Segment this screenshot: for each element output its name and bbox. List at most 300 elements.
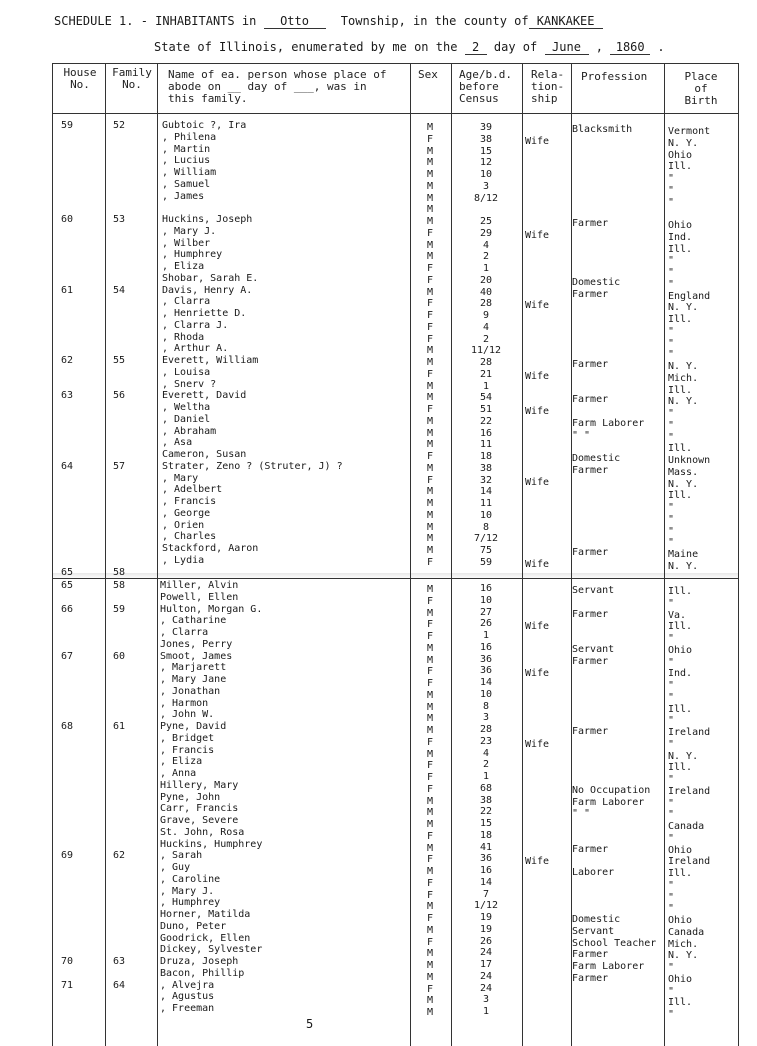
profession-cell xyxy=(572,996,664,1008)
relationship-cell xyxy=(525,903,569,915)
name-cell: , Humphrey xyxy=(160,897,221,909)
age-cell: 16 xyxy=(479,427,493,439)
relationship-cell xyxy=(525,465,569,477)
house-no-cell xyxy=(54,1003,80,1015)
sex-cell: M xyxy=(426,498,434,509)
house-no-cell xyxy=(54,449,80,461)
relationship-cell xyxy=(525,727,569,739)
age-cell: 36 xyxy=(479,653,493,665)
name-cell: , James xyxy=(162,190,205,202)
sex-cell: F xyxy=(426,227,434,239)
name-cell: , Clarra xyxy=(160,627,209,638)
sex-cell: F xyxy=(426,772,434,783)
sex-cell: F xyxy=(426,913,434,924)
birthplace-cell: Ill. xyxy=(668,868,693,879)
birthplace-column-1 xyxy=(668,126,736,573)
age-cell: 22 xyxy=(479,415,493,427)
age-cell: 39 xyxy=(479,122,493,133)
relationship-cell xyxy=(525,715,569,727)
family-no-cell xyxy=(106,768,132,780)
sex-cell: M xyxy=(426,180,434,192)
sex-cell: M xyxy=(426,380,434,392)
family-no-cell: 55 xyxy=(112,355,126,366)
sex-cell: M xyxy=(426,842,434,854)
profession-cell xyxy=(572,441,664,453)
name-cell: , Catharine xyxy=(160,615,227,627)
profession-cell xyxy=(572,159,664,171)
profession-cell: Blacksmith xyxy=(572,124,633,135)
sex-cell: M xyxy=(426,1007,434,1018)
house-no-cell xyxy=(54,402,80,414)
birthplace-cell: N. Y. xyxy=(668,302,699,314)
profession-cell xyxy=(572,242,664,254)
col-header-family: Family No. xyxy=(112,66,152,91)
relationship-cell xyxy=(525,430,569,442)
relationship-cell xyxy=(525,312,569,324)
age-cell: 41 xyxy=(479,841,493,853)
col-header-relationship: Rela- tion- ship xyxy=(531,68,565,105)
name-cell: , Agustus xyxy=(160,991,215,1003)
name-cell: Everett, William xyxy=(162,355,259,366)
name-cell: , Mary J. xyxy=(162,225,217,237)
family-no-cell xyxy=(106,909,132,921)
age-cell: 14 xyxy=(479,876,493,888)
profession-cell xyxy=(572,891,664,903)
name-cell: Duno, Peter xyxy=(160,920,227,932)
relationship-cell xyxy=(525,774,569,786)
sex-cell: F xyxy=(426,889,434,901)
sex-cell: M xyxy=(426,866,434,877)
sex-cell: F xyxy=(426,263,434,274)
age-cell: 14 xyxy=(479,486,493,498)
sex-cell: F xyxy=(426,983,434,995)
name-cell: , Charles xyxy=(162,531,217,543)
relationship-cell xyxy=(525,159,569,171)
family-no-cell xyxy=(106,803,132,815)
name-cell: Pyne, David xyxy=(160,721,227,732)
family-no-cell xyxy=(106,756,132,768)
sex-cell: F xyxy=(426,368,434,380)
age-cell: 29 xyxy=(479,227,493,239)
relationship-cell xyxy=(525,833,569,845)
profession-cell xyxy=(572,667,664,679)
name-cell: , Clarra xyxy=(162,296,211,308)
relationship-cell xyxy=(525,657,569,669)
sex-cell: M xyxy=(426,971,434,983)
family-no-cell xyxy=(106,592,132,604)
house-no-column-2 xyxy=(54,580,80,1015)
family-no-cell xyxy=(106,639,132,651)
age-cell: 1 xyxy=(482,630,490,641)
birthplace-cell: " xyxy=(668,832,675,844)
age-cell: 23 xyxy=(479,735,493,747)
age-cell: 11 xyxy=(479,498,493,509)
age-cell: 40 xyxy=(479,286,493,298)
sex-cell: M xyxy=(426,924,434,936)
sex-cell: M xyxy=(426,819,434,830)
family-no-cell xyxy=(106,897,132,909)
family-no-cell xyxy=(106,155,132,167)
name-cell: , Mary Jane xyxy=(160,674,227,685)
house-no-cell: 70 xyxy=(60,956,74,967)
house-no-cell xyxy=(54,367,80,379)
house-no-cell xyxy=(54,756,80,768)
house-no-cell: 69 xyxy=(60,850,74,862)
name-cell: , Eliza xyxy=(160,756,203,768)
sex-cell: F xyxy=(426,298,434,310)
sex-cell: F xyxy=(426,854,434,866)
relationship-cell xyxy=(525,586,569,598)
relationship-cell xyxy=(525,418,569,430)
house-no-cell: 65 xyxy=(60,566,74,578)
name-cell: Horner, Matilda xyxy=(160,909,251,920)
name-cell: , Anna xyxy=(160,768,197,779)
birthplace-cell: Ohio xyxy=(668,149,693,161)
relationship-cell xyxy=(525,547,569,559)
age-cell: 59 xyxy=(479,556,493,568)
name-cell: Davis, Henry A. xyxy=(162,284,253,296)
house-no-column-1 xyxy=(54,120,80,590)
family-no-cell xyxy=(106,226,132,238)
birthplace-cell: " xyxy=(668,879,675,891)
age-cell xyxy=(456,204,516,216)
profession-cell xyxy=(572,183,664,195)
profession-cell: Farmer xyxy=(572,972,609,984)
sex-cell: F xyxy=(426,619,434,631)
birthplace-cell: " xyxy=(668,196,675,208)
relationship-cell xyxy=(525,892,569,904)
house-no-cell: 66 xyxy=(60,603,74,615)
birthplace-cell: Ireland xyxy=(668,785,711,797)
age-cell: 15 xyxy=(479,145,493,157)
profession-cell xyxy=(572,902,664,914)
birthplace-cell: Mich. xyxy=(668,372,699,384)
relationship-cell xyxy=(525,915,569,927)
house-no-cell: 65 xyxy=(60,580,74,591)
family-no-cell xyxy=(106,179,132,191)
profession-cell: Domestic xyxy=(572,453,621,464)
profession-cell: Farmer xyxy=(572,949,609,961)
birthplace-cell xyxy=(668,208,736,220)
age-cell: 28 xyxy=(479,724,493,735)
relationship-cell xyxy=(525,692,569,704)
birthplace-cell: " xyxy=(668,349,675,361)
name-cell: Huckins, Joseph xyxy=(162,214,253,225)
sex-column-2 xyxy=(412,584,448,1019)
house-no-cell xyxy=(54,426,80,438)
birthplace-cell: " xyxy=(668,525,675,537)
sex-cell: M xyxy=(426,689,434,701)
relationship-cell xyxy=(525,488,569,500)
profession-cell xyxy=(572,312,664,324)
family-no-cell xyxy=(106,944,132,956)
age-cell: 3 xyxy=(482,180,490,192)
relationship-cell xyxy=(525,950,569,962)
house-no-cell xyxy=(54,320,80,332)
sex-cell: M xyxy=(426,901,434,913)
birthplace-cell: England xyxy=(668,290,711,302)
sex-cell: M xyxy=(426,545,434,556)
family-no-cell xyxy=(106,191,132,203)
name-cell xyxy=(162,202,410,214)
house-no-cell xyxy=(54,592,80,604)
house-no-cell xyxy=(54,639,80,651)
age-cell: 38 xyxy=(479,133,493,145)
age-cell: 1 xyxy=(482,263,490,274)
sex-cell: M xyxy=(426,509,434,521)
relationship-cell xyxy=(525,500,569,512)
name-cell: , Rhoda xyxy=(162,331,205,343)
relationship-cell xyxy=(525,762,569,774)
house-no-cell xyxy=(54,827,80,839)
sex-cell: M xyxy=(426,533,434,545)
birthplace-cell: N. Y. xyxy=(668,750,699,762)
house-no-cell xyxy=(54,379,80,391)
house-no-cell xyxy=(54,874,80,886)
sex-cell: F xyxy=(426,736,434,748)
family-no-column-2 xyxy=(106,580,132,1015)
profession-cell xyxy=(572,1008,664,1020)
family-no-cell xyxy=(106,686,132,698)
house-no-cell: 64 xyxy=(60,460,74,472)
name-cell: , Freeman xyxy=(160,1003,215,1014)
sex-cell: M xyxy=(426,960,434,971)
age-cell: 27 xyxy=(479,606,493,618)
birthplace-cell: " xyxy=(668,408,675,419)
birthplace-column-2 xyxy=(668,586,736,1021)
name-cell: Dickey, Sylvester xyxy=(160,944,263,956)
birthplace-cell: " xyxy=(668,278,675,290)
family-no-cell xyxy=(106,627,132,639)
relationship-cell xyxy=(525,645,569,657)
age-cell: 16 xyxy=(479,865,493,876)
birthplace-cell: " xyxy=(668,502,675,513)
name-cell: , Caroline xyxy=(160,873,221,885)
sex-cell: F xyxy=(426,310,434,321)
relationship-cell: Wife xyxy=(525,668,550,680)
birthplace-cell: Ohio xyxy=(668,844,693,856)
birthplace-cell: Ill. xyxy=(668,161,693,173)
relationship-cell xyxy=(525,868,569,880)
profession-cell xyxy=(572,761,664,773)
family-no-cell xyxy=(106,238,132,250)
family-no-cell xyxy=(106,839,132,851)
profession-column-2 xyxy=(572,585,664,1020)
house-no-cell xyxy=(54,909,80,921)
house-no-cell xyxy=(54,531,80,543)
sex-cell: M xyxy=(426,239,434,251)
family-no-cell xyxy=(106,862,132,874)
name-cell: , Francis xyxy=(160,744,215,756)
age-cell: 3 xyxy=(482,994,490,1006)
name-cell: St. John, Rosa xyxy=(160,826,245,838)
relationship-cell xyxy=(525,598,569,610)
profession-cell xyxy=(572,985,664,997)
family-no-cell xyxy=(106,886,132,898)
house-no-cell xyxy=(54,179,80,191)
family-no-cell xyxy=(106,709,132,721)
profession-cell xyxy=(572,535,664,547)
house-no-cell xyxy=(54,473,80,485)
sex-cell: M xyxy=(426,795,434,807)
house-no-cell xyxy=(54,226,80,238)
birthplace-cell: Mass. xyxy=(668,466,699,478)
name-cell: , George xyxy=(162,507,211,519)
birthplace-cell: Ohio xyxy=(668,973,693,985)
family-no-cell xyxy=(106,144,132,156)
profession-cell xyxy=(572,559,664,571)
house-no-cell xyxy=(54,686,80,698)
birthplace-cell: " xyxy=(668,903,675,915)
birthplace-cell: " xyxy=(668,431,675,443)
house-no-cell xyxy=(54,437,80,449)
col-header-sex: Sex xyxy=(418,68,438,81)
house-no-cell: 68 xyxy=(60,721,74,732)
profession-cell xyxy=(572,265,664,277)
house-no-cell xyxy=(54,780,80,792)
page-number: 5 xyxy=(306,1017,314,1031)
family-no-cell: 53 xyxy=(112,214,126,225)
profession-cell xyxy=(572,136,664,148)
name-cell: Strater, Zeno ? (Struter, J) ? xyxy=(162,460,343,472)
name-cell: Stackford, Aaron xyxy=(162,543,259,554)
relationship-cell xyxy=(525,324,569,336)
house-no-cell xyxy=(54,202,80,214)
sex-cell: F xyxy=(426,451,434,462)
relationship-cell xyxy=(525,962,569,974)
name-cell: Jones, Perry xyxy=(160,638,233,650)
house-no-cell xyxy=(54,191,80,203)
family-no-cell: 56 xyxy=(112,390,126,402)
birthplace-cell: Unknown xyxy=(668,455,711,466)
relationship-cell xyxy=(525,124,569,136)
age-cell: 10 xyxy=(479,594,493,606)
name-cell: Carr, Francis xyxy=(160,803,239,815)
family-no-cell: 59 xyxy=(112,603,126,615)
birthplace-cell: " xyxy=(668,738,675,750)
family-no-cell xyxy=(106,674,132,686)
family-no-cell: 52 xyxy=(112,120,126,131)
sex-cell: F xyxy=(426,595,434,607)
profession-cell xyxy=(572,488,664,500)
name-cell: , Henriette D. xyxy=(162,308,247,319)
age-cell: 17 xyxy=(479,959,493,970)
family-no-cell: 63 xyxy=(112,956,126,967)
age-cell: 18 xyxy=(479,451,493,462)
family-no-cell xyxy=(106,343,132,355)
relationship-cell xyxy=(525,218,569,230)
age-cell: 25 xyxy=(479,216,493,227)
name-cell: Shobar, Sarah E. xyxy=(162,272,259,284)
relationship-cell xyxy=(525,242,569,254)
profession-cell xyxy=(572,406,664,418)
profession-cell xyxy=(572,524,664,536)
sex-cell: M xyxy=(426,286,434,298)
house-no-cell xyxy=(54,674,80,686)
family-no-cell xyxy=(106,473,132,485)
age-cell: 24 xyxy=(479,982,493,994)
relationship-cell xyxy=(525,347,569,359)
relationship-column-2 xyxy=(525,586,569,1021)
birthplace-cell: " xyxy=(668,325,675,337)
relationship-cell xyxy=(525,845,569,857)
house-no-cell xyxy=(54,991,80,1003)
relationship-cell: Wife xyxy=(525,476,550,488)
relationship-cell xyxy=(525,277,569,289)
col-header-profession: Profession xyxy=(581,70,648,83)
sex-cell: F xyxy=(426,133,434,145)
profession-cell: Farmer xyxy=(572,218,609,229)
day-field: 2 xyxy=(465,41,487,55)
relationship-cell xyxy=(525,610,569,622)
birthplace-cell: " xyxy=(668,173,675,184)
relationship-cell: Wife xyxy=(525,621,550,633)
family-no-cell xyxy=(106,437,132,449)
family-no-cell xyxy=(106,991,132,1003)
family-no-cell xyxy=(106,484,132,496)
family-no-cell xyxy=(106,202,132,214)
relationship-cell xyxy=(525,394,569,406)
age-cell: 32 xyxy=(479,474,493,486)
relationship-cell xyxy=(525,786,569,798)
house-no-cell xyxy=(54,308,80,320)
family-no-cell xyxy=(106,815,132,827)
family-no-cell xyxy=(106,273,132,285)
col-header-age: Age/b.d. before Census xyxy=(459,68,512,105)
name-cell: , John W. xyxy=(160,709,215,721)
house-no-cell xyxy=(54,698,80,710)
house-no-cell xyxy=(54,261,80,273)
relationship-cell xyxy=(525,289,569,301)
sex-cell: M xyxy=(426,251,434,263)
age-cell: 14 xyxy=(479,677,493,688)
family-no-cell xyxy=(106,615,132,627)
name-cell: Hillery, Mary xyxy=(160,779,239,791)
house-no-cell xyxy=(54,627,80,639)
family-no-cell xyxy=(106,933,132,945)
birthplace-cell: N. Y. xyxy=(668,396,699,408)
profession-cell xyxy=(572,879,664,891)
family-no-cell xyxy=(106,508,132,520)
relationship-cell xyxy=(525,974,569,986)
birthplace-cell: " xyxy=(668,337,675,349)
age-cell: 11/12 xyxy=(470,345,502,357)
family-no-cell xyxy=(106,320,132,332)
birthplace-cell: Ind. xyxy=(668,668,693,680)
name-cell: Smoot, James xyxy=(160,650,233,662)
relationship-cell: Wife xyxy=(525,229,550,241)
house-no-cell xyxy=(54,745,80,757)
birthplace-cell: N. Y. xyxy=(668,361,699,372)
col-header-name: Name of ea. person whose place of abode on __ day of ___, was in this family. xyxy=(168,68,387,105)
age-cell: 22 xyxy=(479,806,493,818)
profession-cell: " " xyxy=(572,429,591,441)
age-cell: 75 xyxy=(479,545,493,556)
house-no-cell xyxy=(54,839,80,851)
age-cell: 28 xyxy=(479,298,493,310)
relationship-cell: Wife xyxy=(525,558,550,570)
birthplace-cell: " xyxy=(668,633,675,644)
township-field: Otto xyxy=(264,15,326,29)
family-no-cell xyxy=(106,132,132,144)
house-no-cell xyxy=(54,792,80,804)
birthplace-cell: Ill. xyxy=(668,490,693,502)
family-no-cell: 57 xyxy=(112,460,126,472)
age-cell: 2 xyxy=(482,333,490,345)
sex-cell: M xyxy=(426,427,434,439)
house-no-cell xyxy=(54,815,80,827)
age-cell: 11 xyxy=(479,439,493,451)
